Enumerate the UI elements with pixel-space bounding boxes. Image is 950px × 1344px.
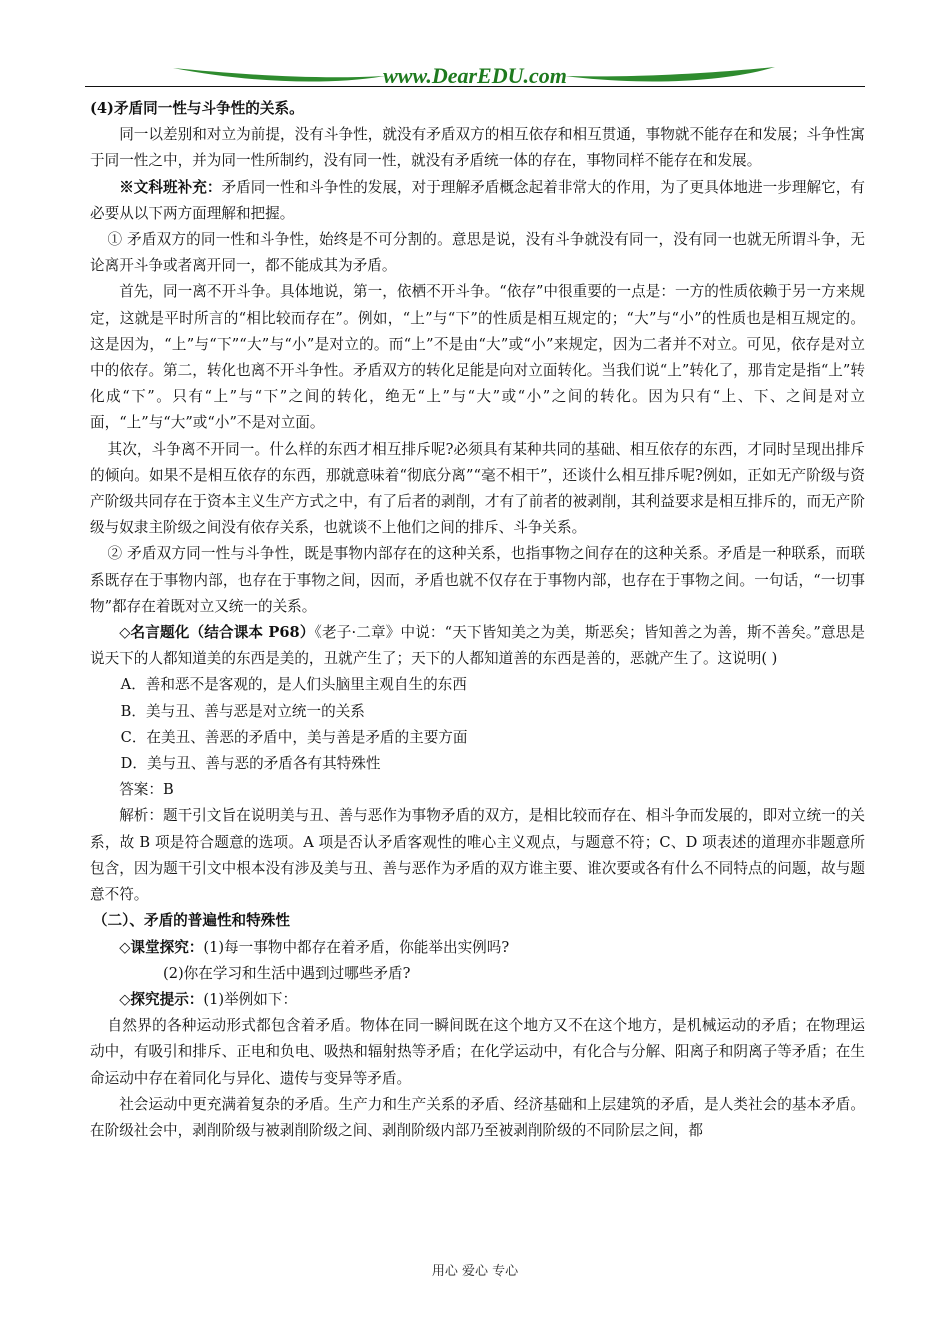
paragraph-second: 其次，斗争离不开同一。什么样的东西才相互排斥呢?必须具有某种共同的基础、相互依存的东西，才同时呈现出排斥的倾向。如果不是相互依存的东西，那就意味着“彻底分离”“毫不相干”，还谈什么相互排斥呢?例如，正如无产阶级与资产阶级共同存在于资本主义生产方式之中，有了后者的剥削，才有了前者的被剥削，其利益要求是相互排斥的，而无产阶级与奴隶主阶级之间没有依存关系，也就谈不上他们之间的排斥、斗争关系。 bbox=[90, 440, 865, 537]
explore-line-1 bbox=[90, 935, 865, 961]
question-text: 《老子·二章》中说：“天下皆知美之为美，斯恶矣；皆知善之为善，斯不善矣。”意思是说天下的人都知道美的东西是美的，丑就产生了；天下的人都知道善的东西是善的，恶就产生了。这说明( ) bbox=[90, 624, 866, 668]
supplement-paragraph bbox=[90, 175, 865, 227]
hint-line bbox=[90, 987, 865, 1013]
right-swoosh-icon bbox=[565, 67, 775, 82]
hint-text: (1)举例如下： bbox=[203, 990, 298, 1008]
analysis: 解析：题干引文旨在说明美与丑、善与恶作为事物矛盾的双方，是相比较而存在、相斗争而发展的，即对立统一的关系，故 B 项是符合题意的选项。A 项是否认矛盾客观性的唯心主义观点，与题意不符；C、D 项表述的道理亦非题意所包含，因为题干引文中根本没有涉及美与丑、善与恶作为矛盾的双方谁主要、谁次要或各有什么不同特点的问题，故与题意不符。 bbox=[90, 807, 865, 904]
header-rule bbox=[85, 86, 865, 87]
left-swoosh-icon bbox=[173, 68, 385, 82]
explore-label: ◇课堂探究： bbox=[119, 938, 204, 956]
document-body bbox=[90, 96, 865, 1144]
option-d: D．美与丑、善与恶的矛盾各有其特殊性 bbox=[120, 755, 381, 773]
point-one: ① 矛盾双方的同一性和斗争性，始终是不可分割的。意思是说，没有斗争就没有同一，没有同一也就无所谓斗争，无论离开斗争或者离开同一，都不能成其为矛盾。 bbox=[90, 231, 865, 275]
paragraph-first: 首先，同一离不开斗争。具体地说，第一，依栖不开斗争。“依存”中很重要的一点是：一方的性质依赖于另一方来规定，这就是平时所言的“相比较而存在”。例如，“上”与“下”的性质是相互规定的；“大”与“小”的性质也是相互规定的。这是因为，“上”与“下”“大”与“小”是对立的。而“上”不是由“大”或“小”来规定，因为二者并不对立。可见，依存是对立中的依存。第二，转化也离不开斗争性。矛盾双方的转化足能是向对立面转化。当我们说“上”转化了，那肯定是指“上”转化成“下”。只有“上”与“下”之间的转化，绝无“上”与“大”或“小”之间的转化。因为只有“上、下、之间是对立面，“上”与“大”或“小”不是对立面。 bbox=[90, 283, 865, 432]
supplement-text: 矛盾同一性和斗争性的发展，对于理解矛盾概念起着非常大的作用，为了更具体地进一步理解它，有必要从以下两方面理解和把握。 bbox=[90, 178, 865, 222]
page-footer: 用心 爱心 专心 bbox=[431, 1264, 519, 1279]
hint-label: ◇探究提示： bbox=[119, 990, 204, 1008]
nature-paragraph: 自然界的各种运动形式都包含着矛盾。物体在同一瞬间既在这个地方又不在这个地方，是机械运动的矛盾；在物理运动中，有吸引和排斥、正电和负电、吸热和辐射热等矛盾；在化学运动中，有化合与分解、阳离子和阴离子等矛盾；在生命运动中存在着同化与异化、遗传与变异等矛盾。 bbox=[90, 1017, 865, 1087]
question-label: ◇名言题化（结合课本 P68） bbox=[119, 624, 315, 642]
question-stem bbox=[90, 620, 865, 672]
paragraph: 同一以差别和对立为前提，没有斗争性，就没有矛盾双方的相互依存和相互贯通，事物就不能存在和发展；斗争性寓于同一性之中，并为同一性所制约，没有同一性，就没有矛盾统一体的存在，事物同样不能存在和发展。 bbox=[90, 126, 865, 170]
point-two: ② 矛盾双方同一性与斗争性，既是事物内部存在的这种关系，也指事物之间存在的这种关系。矛盾是一种联系，而联系既存在于事物内部，也存在于事物之间，因而，矛盾也就不仅存在于事物内部，也存在于事物之间。一句话，“一切事物”都存在着既对立又统一的关系。 bbox=[90, 545, 865, 615]
society-paragraph: 社会运动中更充满着复杂的矛盾。生产力和生产关系的矛盾、经济基础和上层建筑的矛盾，是人类社会的基本矛盾。在阶级社会中，剥削阶级与被剥削阶级之间、剥削阶级内部乃至被剥削阶级的不同阶层之间，都 bbox=[90, 1095, 865, 1139]
section-heading-2: （二）、矛盾的普遍性和特殊性 bbox=[92, 912, 290, 930]
option-c: C．在美丑、善恶的矛盾中，美与善是矛盾的主要方面 bbox=[120, 728, 468, 746]
option-b: B．美与丑、善与恶是对立统一的关系 bbox=[120, 702, 365, 720]
section-heading: (4)矛盾同一性与斗争性的关系。 bbox=[90, 100, 304, 117]
explore-question-2: (2)你在学习和生活中遇到过哪些矛盾? bbox=[163, 964, 411, 982]
option-a: A．善和恶不是客观的，是人们头脑里主观自生的东西 bbox=[120, 676, 467, 694]
answer: 答案：B bbox=[119, 781, 174, 799]
logo-text: www.DearEDU.com bbox=[383, 63, 567, 88]
explore-question-1: (1)每一事物中都存在着矛盾，你能举出实例吗? bbox=[203, 938, 510, 956]
supplement-label: ※文科班补充： bbox=[119, 178, 222, 196]
